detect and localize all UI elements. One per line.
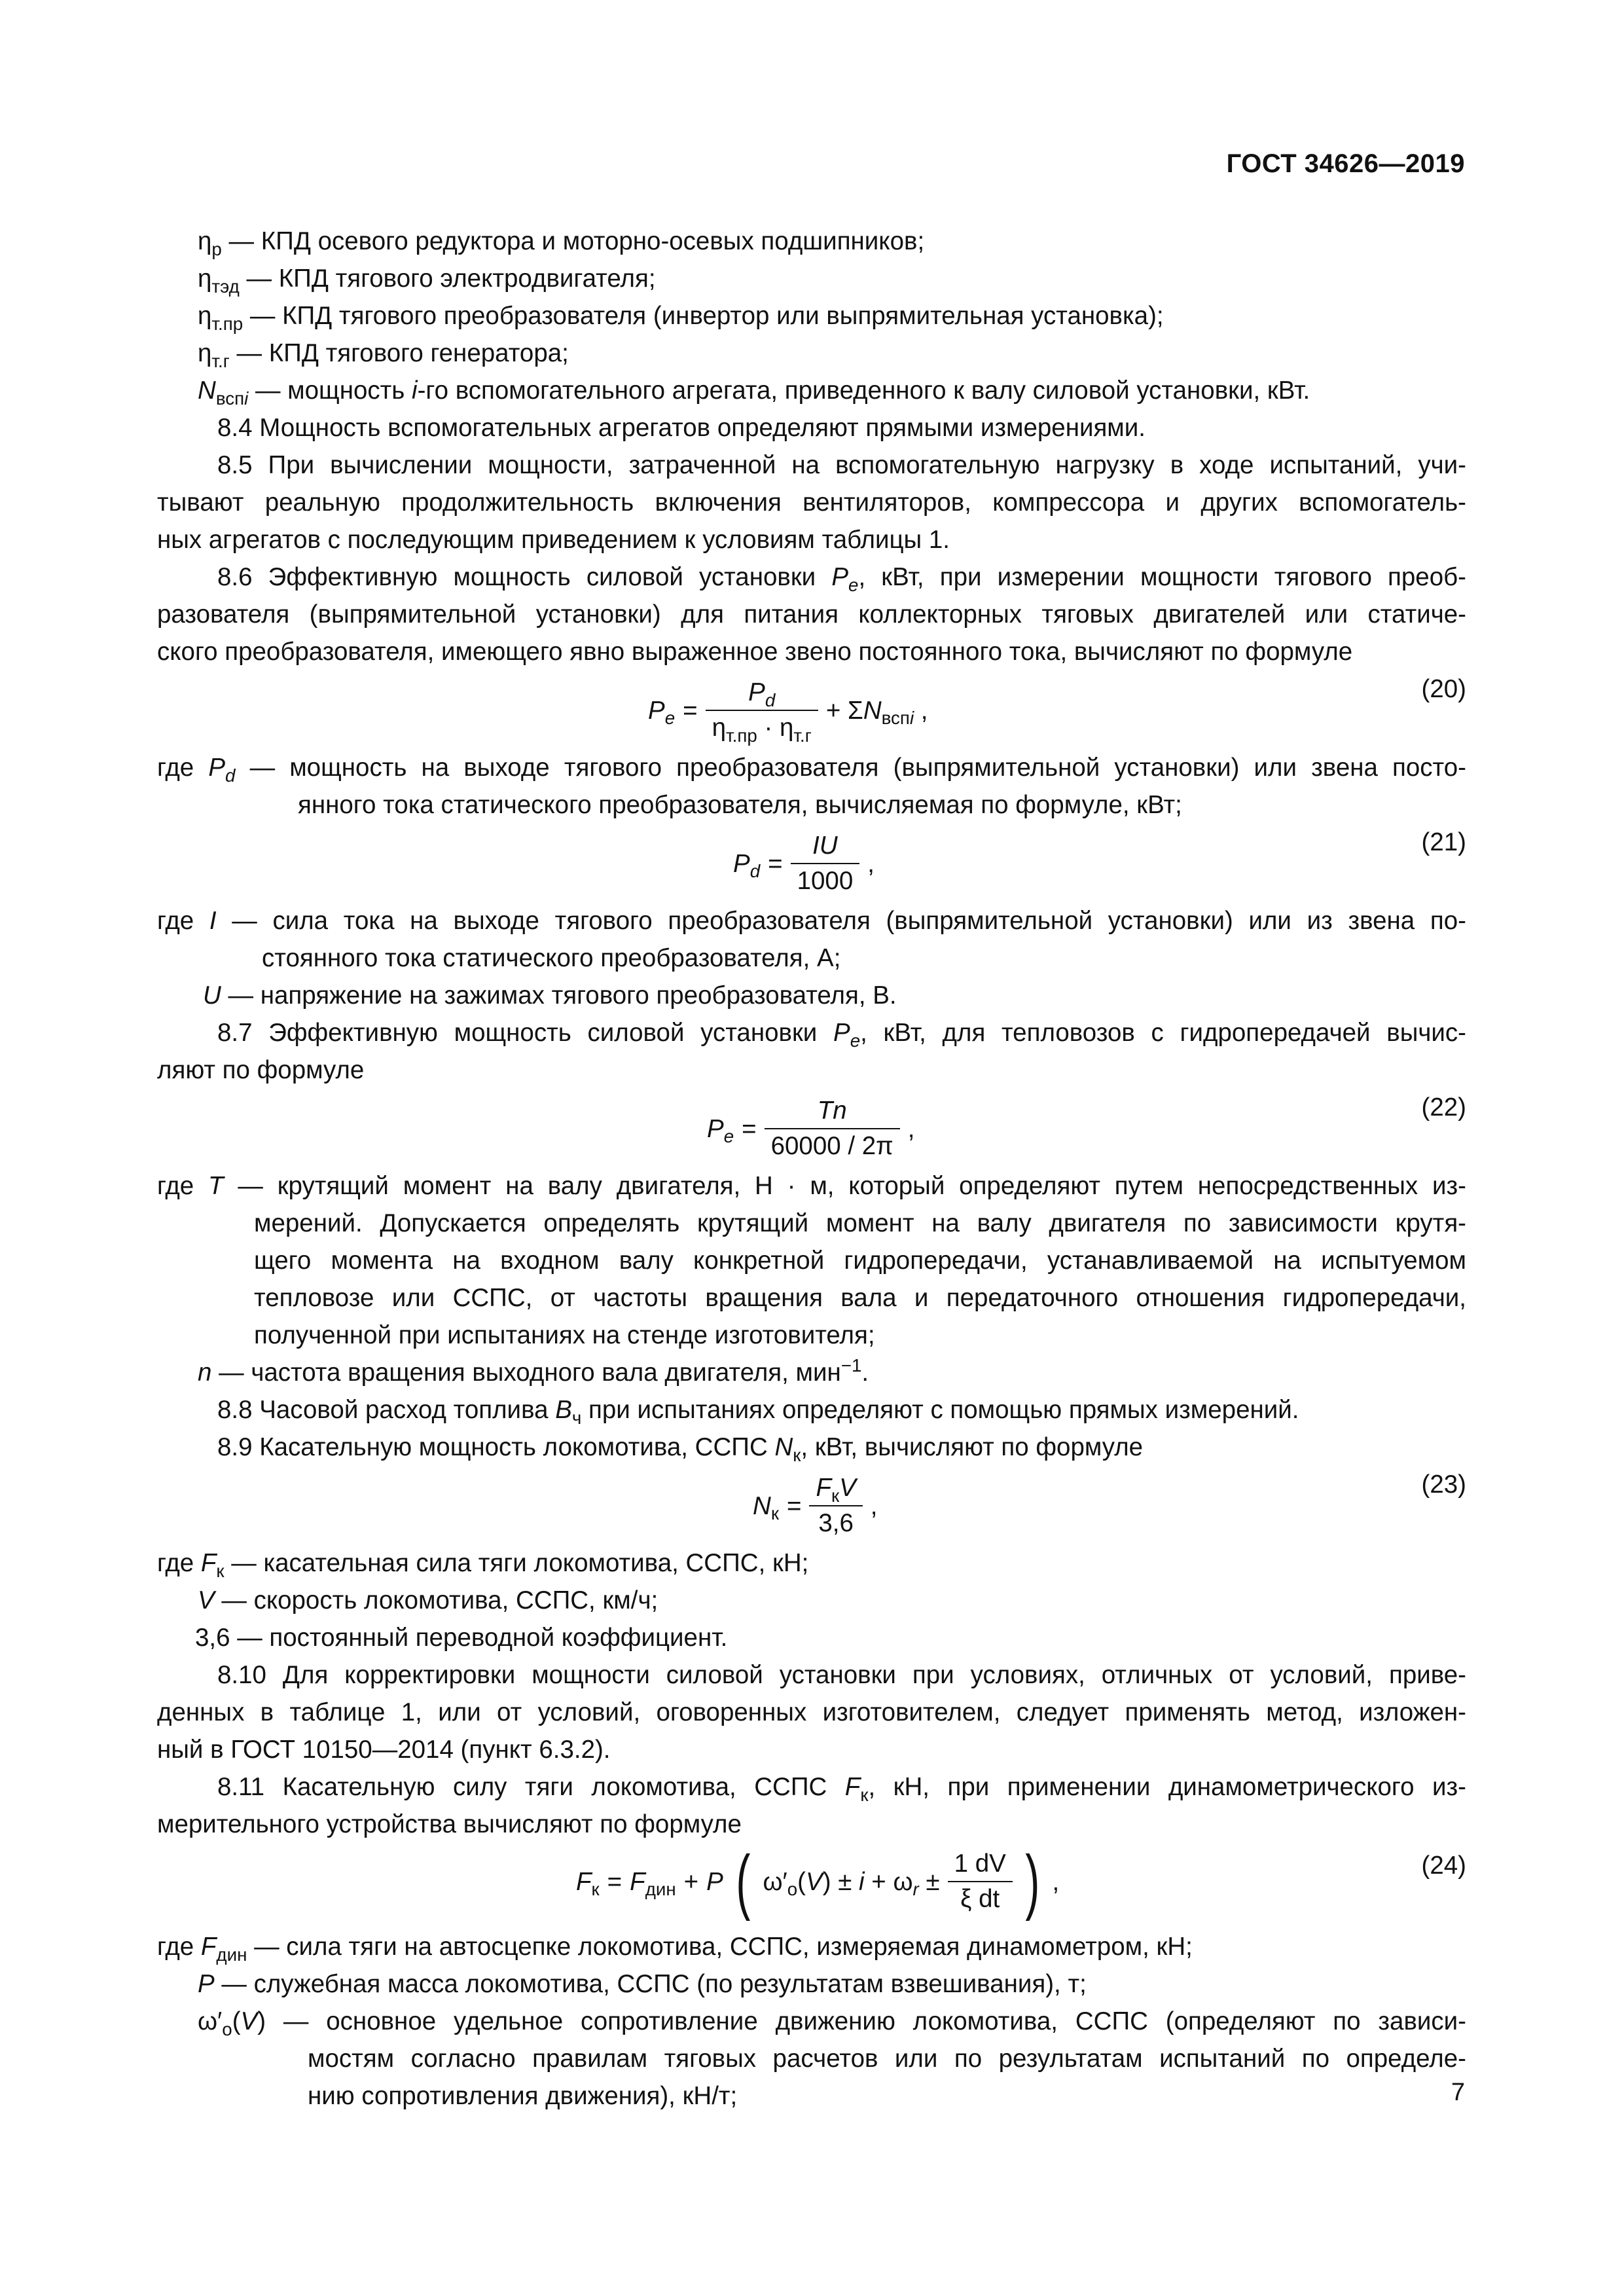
formula-21: $P_d$ = $\frac{IU}{1000}$ , (21) <box>157 824 1466 902</box>
formula-24: $F_к$ = $F_{дин}$ + P ( $\omega'_о(V) \pm i + \omega_r$ ± $\frac{1 dV}{\text{ξ dt}}$ ) , (24) <box>576 1841 1466 1922</box>
paragraph-8-9: 8.9 Касательную мощность локомотива, ССПС $N_к$, кВт, вычисляют по формуле <box>217 1433 1144 1465</box>
def-eta-tpr: $\eta_{т.пр}$ — КПД тягового преобразователя (инвертор или выпрямительная установка); <box>198 302 1164 334</box>
paragraph-8-6-line-3: ского преобразователя, имеющего явно выраженное звено постоянного тока, вычисляют по формуле <box>157 638 1353 666</box>
def-n-vsp: $N_{вспi}$ — мощность i-го вспомогательного агрегата, приведенного к валу силовой установки, кВт. <box>198 376 1310 409</box>
formula-23: $N_к$ = $\frac{F_кV}{3,6}$ , (23) <box>157 1466 1466 1544</box>
paragraph-8-11-line-1: 8.11 Касательную силу тяги локомотива, ССПС $F_к$, кН, при применении динамометрического из- <box>217 1773 1466 1805</box>
formula-24-number: (24) <box>1421 1851 1466 1880</box>
def-i-line-1: где I — сила тока на выходе тягового преобразователя (выпрямительной установки) или из звена по- <box>157 907 1466 935</box>
def-p: P — служебная масса локомотива, ССПС (по результатам взвешивания), т; <box>198 1970 1087 1998</box>
paragraph-8-10-line-1: 8.10 Для корректировки мощности силовой установки при условиях, отличных от условий, приве- <box>217 1661 1466 1689</box>
def-i-line-2: стоянного тока статического преобразователя, А; <box>262 944 841 972</box>
def-eta-tg: $\eta_{т.г}$ — КПД тягового генератора; <box>198 339 569 371</box>
def-pd-line-1: где $P_d$ — мощность на выходе тягового преобразователя (выпрямительной установки) или звена посто- <box>157 754 1466 786</box>
formula-20-number: (20) <box>1421 675 1466 703</box>
paragraph-8-6-line-2: разователя (выпрямительной установки) для питания коллекторных тяговых двигателей или статиче- <box>157 600 1466 629</box>
def-t-line-3: щего момента на входном валу конкретной гидропередачи, устанавливаемой на испытуемом <box>254 1247 1466 1275</box>
page-number: 7 <box>1451 2079 1465 2106</box>
def-u: U — напряжение на зажимах тягового преобразователя, В. <box>203 981 897 1010</box>
formula-22: $P_e$ = $\frac{Tn}{60000 / 2\pi}$ , (22) <box>157 1089 1466 1167</box>
def-pd-line-2: янного тока статического преобразователя, вычисляемая по формуле, кВт; <box>298 791 1182 819</box>
paragraph-8-6-line-1: 8.6 Эффективную мощность силовой установки $P_e$, кВт, при измерении мощности тягового преоб- <box>217 563 1466 595</box>
def-t-line-5: полученной при испытаниях на стенде изготовителя; <box>254 1321 875 1349</box>
def-w-line-3: нию сопротивления движения), кН/т; <box>308 2082 738 2110</box>
paragraph-8-5-line-2: тывают реальную продолжительность включения вентиляторов, компрессора и других вспомогатель- <box>157 488 1466 517</box>
formula-20: $P_e$ = $\frac{P_d}{\eta_{т.пр} \cdot \eta_{т.г}}$ + $\Sigma N_{вспi}$ , (20) <box>157 670 1466 749</box>
formula-21-number: (21) <box>1421 828 1466 856</box>
formula-22-number: (22) <box>1421 1093 1466 1121</box>
paragraph-8-10-line-2: денных в таблице 1, или от условий, оговоренных изготовителем, следует применять метод, изложен- <box>157 1698 1466 1726</box>
paragraph-8-4: 8.4 Мощность вспомогательных агрегатов определяют прямыми измерениями. <box>217 414 1146 442</box>
def-eta-r: $\eta_р$ — КПД осевого редуктора и моторно-осевых подшипников; <box>198 227 925 259</box>
paragraph-8-5-line-1: 8.5 При вычислении мощности, затраченной на вспомогательную нагрузку в ходе испытаний, учи- <box>217 451 1466 479</box>
def-t-line-1: где T — крутящий момент на валу двигателя, Н · м, который определяют путем непосредственных из- <box>157 1172 1466 1200</box>
paragraph-8-7-line-2: ляют по формуле <box>157 1056 365 1084</box>
def-n: n — частота вращения выходного вала двигателя, мин$^{-1}$. <box>198 1355 869 1387</box>
paragraph-8-8: 8.8 Часовой расход топлива $B_ч$ при испытаниях определяют с помощью прямых измерений. <box>217 1396 1299 1428</box>
def-v: V — скорость локомотива, ССПС, км/ч; <box>198 1586 659 1614</box>
def-eta-ted: $\eta_{тэд}$ — КПД тягового электродвигателя; <box>198 264 656 297</box>
def-3-6: 3,6 — постоянный переводной коэффициент. <box>195 1624 728 1652</box>
def-t-line-2: мерений. Допускается определять крутящий момент на валу двигателя по зависимости крутя- <box>254 1209 1466 1237</box>
page-body <box>157 223 1466 2115</box>
def-w-line-2: мостям согласно правилам тяговых расчетов или по результатам испытаний по определе- <box>308 2045 1466 2073</box>
def-t-line-4: тепловозе или ССПС, от частоты вращения вала и передаточного отношения гидропередачи, <box>254 1284 1466 1312</box>
standard-header: ГОСТ 34626—2019 <box>1226 149 1465 178</box>
formula-23-number: (23) <box>1421 1470 1466 1499</box>
def-fk: где $F_к$ — касательная сила тяги локомотива, ССПС, кН; <box>157 1549 809 1581</box>
paragraph-8-10-line-3: ный в ГОСТ 10150—2014 (пункт 6.3.2). <box>157 1736 611 1764</box>
def-w-line-1: $\omega'_о(V)$ — основное удельное сопротивление движению локомотива, ССПС (определяют по зависи- <box>198 2007 1466 2039</box>
paragraph-8-11-line-2: мерительного устройства вычисляют по формуле <box>157 1810 742 1838</box>
paragraph-8-5-line-3: ных агрегатов с последующим приведением к условиям таблицы 1. <box>157 526 950 554</box>
def-fdin: где $F_{дин}$ — сила тяги на автосцепке локомотива, ССПС, измеряемая динамометром, кН; <box>157 1933 1193 1965</box>
paragraph-8-7-line-1: 8.7 Эффективную мощность силовой установки $P_e$, кВт, для тепловозов с гидропередачей вычис- <box>217 1019 1467 1051</box>
